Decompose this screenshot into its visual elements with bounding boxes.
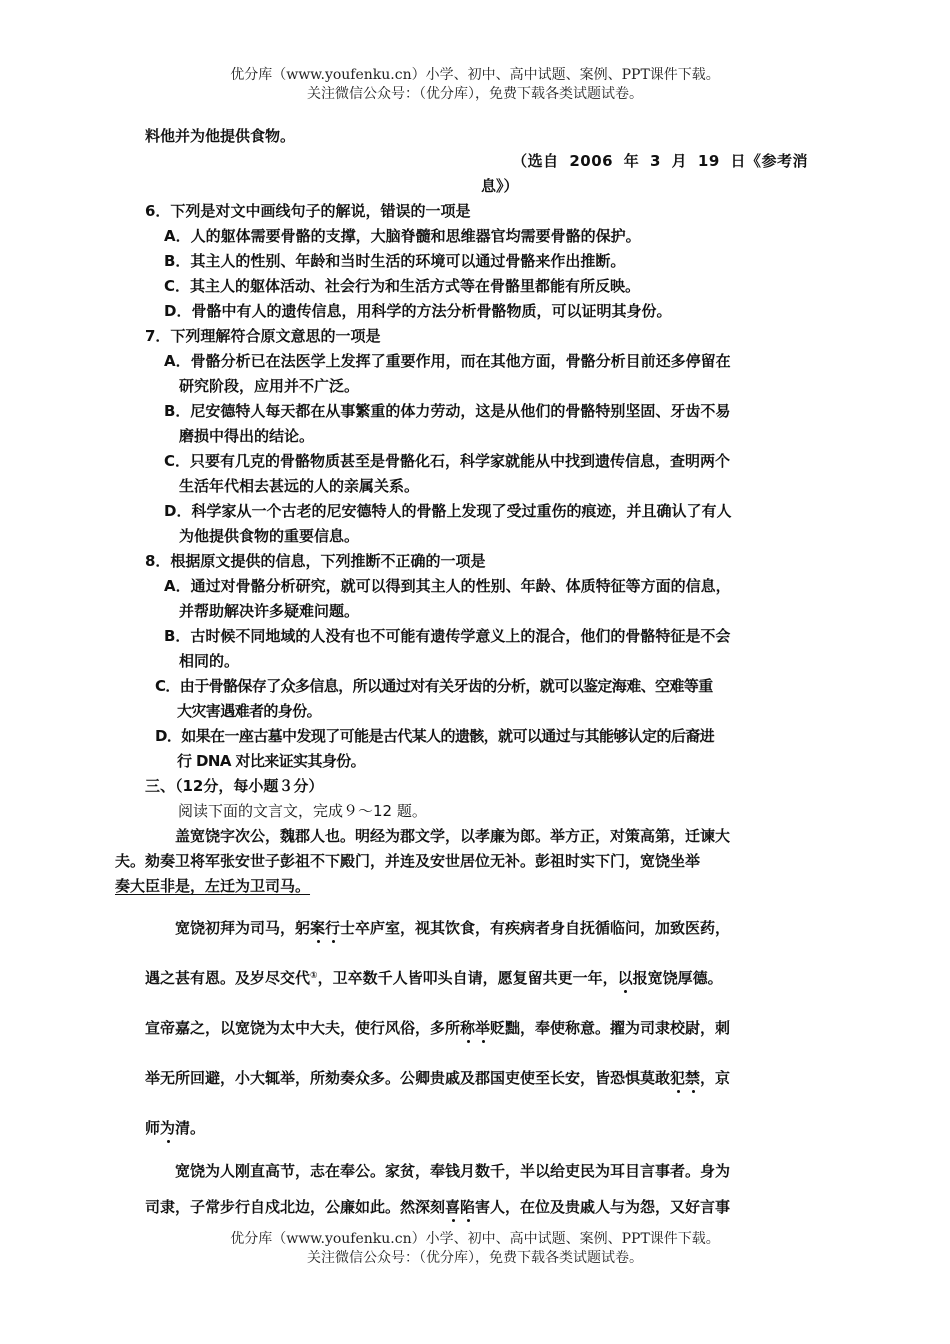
option-line: D．科学家从一个古老的尼安德特人的骨骼上发现了受过重伤的痕迹，并且确认了有人 xyxy=(164,502,732,520)
text-run: 宣帝嘉之，以宽饶为太中大夫，使行风俗，多所 xyxy=(145,1019,461,1037)
text-run: 宽饶初拜为司马，躬 xyxy=(175,919,311,937)
dotted-char: 以 xyxy=(617,969,633,987)
option-line: A．骨骼分析已在法医学上发挥了重要作用，而在其他方面，骨骼分析目前还多停留在 xyxy=(164,352,731,370)
dotted-char: 称 xyxy=(460,1019,476,1037)
source-citation-line-2: 息》） xyxy=(481,177,519,195)
question-7-option-c xyxy=(145,449,808,499)
footer-line-1: 优分库（www.youfenku.cn）小学、初中、高中试题、案例、PPT课件下载。 xyxy=(230,1231,720,1247)
text-run: 报宽饶厚德。 xyxy=(632,969,723,987)
classical-passage-p3 xyxy=(145,1153,808,1225)
passage-line xyxy=(145,903,808,953)
question-7-option-a xyxy=(145,349,808,399)
option-line-cont: 相同的。 xyxy=(179,652,240,670)
section-3-instruction: 阅读下面的文言文，完成９～12 题。 xyxy=(178,802,427,820)
text-run: 贬黜，奉使称意。擢为司隶校尉，刺 xyxy=(490,1019,731,1037)
option-line: D．如果在一座古墓中发现了可能是古代某人的遗骸，就可以通过与其能够认定的后裔进 xyxy=(155,727,715,745)
classical-passage-p2 xyxy=(145,903,808,1153)
section-3-title: 三、（12分，每小题３分） xyxy=(145,777,324,795)
dotted-char: 禁 xyxy=(685,1069,701,1087)
question-7-stem: 7．下列理解符合原文意思的一项是 xyxy=(145,327,381,345)
question-6-option-b: B．其主人的性别、年龄和当时生活的环境可以通过骨骼来作出推断。 xyxy=(164,252,626,270)
text-run: 害人，在位及贵戚人与为怨，又好言事 xyxy=(475,1198,731,1216)
text-run: 清。 xyxy=(175,1119,206,1137)
page-footer xyxy=(0,1230,950,1268)
passage-line xyxy=(145,1189,808,1225)
text-run: 士卒庐室，视其饮食，有疾病者身自抚循临问，加致医药， xyxy=(340,919,731,937)
text-run: ，卫卒数千人皆叩头自请，愿复留共更一年， xyxy=(317,969,618,987)
question-8-option-a xyxy=(145,574,808,624)
footer-line-2: 关注微信公众号：（优分库），免费下载各类试题试卷。 xyxy=(307,1250,643,1266)
passage-line xyxy=(145,1103,808,1153)
passage-line xyxy=(145,1003,808,1053)
dotted-char: 犯 xyxy=(670,1069,686,1087)
text-run: ，京 xyxy=(700,1069,731,1087)
option-line: C．由于骨骼保存了众多信息，所以通过对有关牙齿的分析，就可以鉴定海难、空难等重 xyxy=(155,677,713,695)
dotted-char: 行 xyxy=(325,919,341,937)
footnote-marker: ① xyxy=(310,971,318,981)
header-line-1: 优分库（www.youfenku.cn）小学、初中、高中试题、案例、PPT课件下载。 xyxy=(230,67,720,83)
document-body xyxy=(115,124,808,1225)
option-line-cont: 磨损中得出的结论。 xyxy=(179,427,315,445)
text-run: 师 xyxy=(145,1119,161,1137)
underlined-sentence: 奏大臣非是，左迁为卫司马。 xyxy=(115,877,311,895)
option-line-cont: 行 DNA 对比来证实其身份。 xyxy=(177,752,366,770)
text-run: 遇之甚有恩。及岁尽交代 xyxy=(145,969,311,987)
question-8-option-c xyxy=(145,674,808,724)
question-6-option-d: D．骨骼中有人的遗传信息，用科学的方法分析骨骼物质，可以证明其身份。 xyxy=(164,302,672,320)
option-line-cont: 为他提供食物的重要信息。 xyxy=(179,527,360,545)
option-line-cont: 并帮助解决许多疑难问题。 xyxy=(179,602,360,620)
passage-line xyxy=(145,1053,808,1103)
passage-line: 盖宽饶字次公，魏郡人也。明经为郡文学，以孝廉为郎。举方正，对策高第，迁谏大 xyxy=(175,827,731,845)
passage-tail: 料他并为他提供食物。 xyxy=(145,127,296,145)
question-6-stem: 6．下列是对文中画线句子的解说，错误的一项是 xyxy=(145,202,471,220)
dotted-char: 喜 xyxy=(445,1198,461,1216)
passage-line: 宽饶为人刚直高节，志在奉公。家贫，奉钱月数千，半以给吏民为耳目言事者。身为 xyxy=(175,1162,731,1180)
text-run: 举无所回避，小大辄举，所劾奏众多。公卿贵戚及郡国吏使至长安，皆恐惧莫敢 xyxy=(145,1069,671,1087)
page-header xyxy=(0,66,950,104)
dotted-char: 举 xyxy=(475,1019,491,1037)
option-line: C．只要有几克的骨骼物质甚至是骨骼化石，科学家就能从中找到遗传信息，查明两个 xyxy=(164,452,731,470)
option-line: B．古时候不同地域的人没有也不可能有遗传学意义上的混合，他们的骨骼特征是不会 xyxy=(164,627,731,645)
classical-passage-p1 xyxy=(115,824,808,899)
passage-line: 夫。劾奏卫将军张安世子彭祖不下殿门，并连及安世居位无补。彭祖时实下门，宽饶坐举 xyxy=(115,852,701,870)
dotted-char: 案 xyxy=(310,919,326,937)
question-7-option-d xyxy=(145,499,808,549)
question-8-option-b xyxy=(145,624,808,674)
option-line-cont: 大灾害遇难者的身份。 xyxy=(177,702,322,720)
question-6-option-c: C．其主人的躯体活动、社会行为和生活方式等在骨骼里都能有所反映。 xyxy=(164,277,641,295)
source-citation-line-1: （选自 2006 年 3 月 19 日《参考消 xyxy=(512,152,808,170)
option-line-cont: 生活年代相去甚远的人的亲属关系。 xyxy=(179,477,420,495)
header-line-2: 关注微信公众号：（优分库），免费下载各类试题试卷。 xyxy=(307,86,643,102)
question-8-stem: 8．根据原文提供的信息，下列推断不正确的一项是 xyxy=(145,552,486,570)
question-8-option-d xyxy=(145,724,808,774)
passage-line xyxy=(145,953,808,1003)
dotted-char: 为 xyxy=(160,1119,176,1137)
option-line-cont: 研究阶段，应用并不广泛。 xyxy=(179,377,360,395)
option-line: B．尼安德特人每天都在从事繁重的体力劳动，这是从他们的骨骼特别坚固、牙齿不易 xyxy=(164,402,731,420)
option-line: A．通过对骨骼分析研究，就可以得到其主人的性别、年龄、体质特征等方面的信息， xyxy=(164,577,731,595)
text-run: 司隶，子常步行自戍北边，公廉如此。然深刻 xyxy=(145,1198,446,1216)
dotted-char: 陷 xyxy=(460,1198,476,1216)
question-7-option-b xyxy=(145,399,808,449)
question-6-option-a: A．人的躯体需要骨骼的支撑，大脑脊髓和思维器官均需要骨骼的保护。 xyxy=(164,227,641,245)
